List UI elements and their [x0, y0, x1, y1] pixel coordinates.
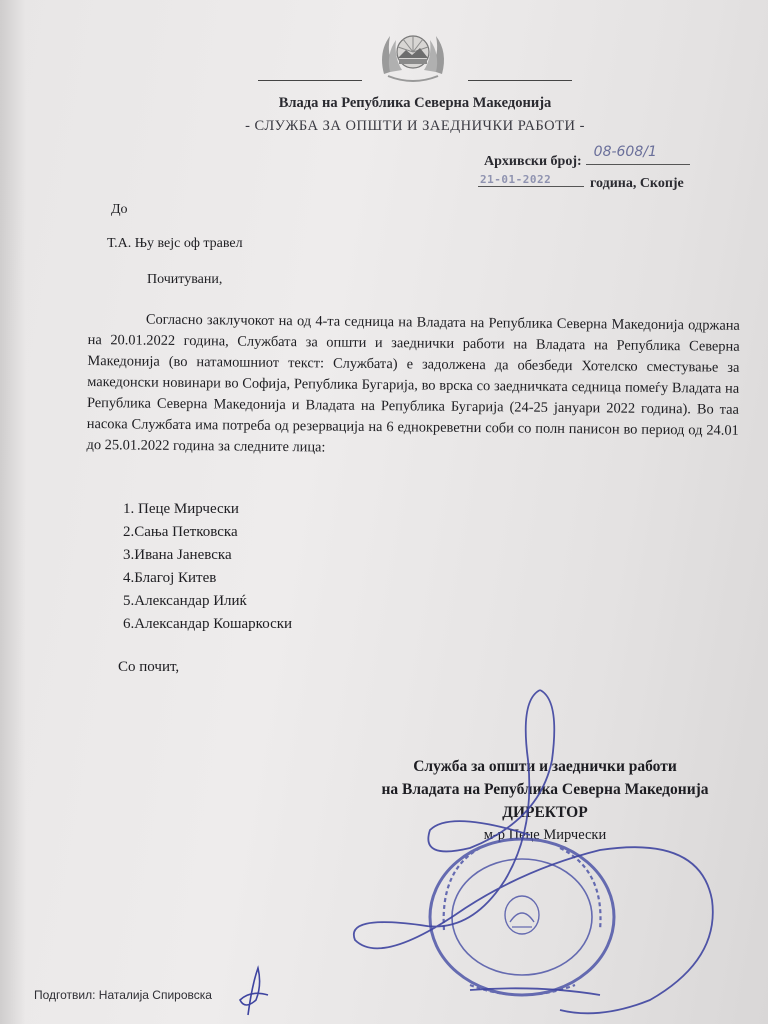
- date-stamp: 21-01-2022: [480, 173, 552, 186]
- signature-block: [320, 755, 768, 847]
- initials-signature-icon: [240, 968, 268, 1015]
- to-label: До: [111, 202, 128, 217]
- list-item: 6.Александар Кошаркоски: [123, 616, 293, 632]
- signature-name: м-р Пеце Мирчески: [483, 827, 607, 843]
- list-item: 3.Ивана Јаневска: [123, 547, 232, 563]
- signature-line-1: Служба за општи и заеднички работи: [413, 758, 677, 775]
- list-item: 4.Благој Китев: [123, 570, 217, 586]
- department-name: - СЛУЖБА ЗА ОПШТИ И ЗАЕДНИЧКИ РАБОТИ -: [245, 118, 585, 134]
- official-seal-icon: [430, 839, 614, 995]
- government-name: Влада на Република Северна Македонија: [278, 95, 552, 111]
- names-list: [123, 498, 292, 636]
- date-line: [478, 172, 684, 192]
- coat-of-arms-icon: [376, 22, 450, 88]
- date-suffix: година, Скопје: [590, 176, 684, 191]
- recipient-name: Т.А. Њу вејс оф травел: [107, 236, 243, 251]
- greeting: Почитувани,: [147, 272, 223, 287]
- handwritten-signature-icon: [354, 690, 713, 1013]
- header-rule-right: [468, 80, 572, 81]
- letter-body: Согласно заклучокот на од 4-та седница на Владата на Република Северна Македонија одржана на 20.01.2022 година, Службата за општи и заеднички работи на Владата на Република Северна Македонија (во натамошниот текст: Службата) е задолжена да обезбеди Хотелско сместување за македонски новинари во Софија, Република Бугарија, во врска со заедничката седница помеѓу Владата на Република Северна Македонија и Владата на Република Бугарија (24-25 јануари 2022 година). Во таа насока Службата има потреба од резервација на 6 еднокреветни соби со полн панисон во период од 24.01 до 25.01.2022 година за следните лица:: [86, 311, 740, 456]
- archive-label: Архивски број:: [484, 154, 582, 169]
- prepared-by: Подготвил: Наталија Спировска: [34, 988, 212, 1002]
- signature-title: ДИРЕКТОР: [502, 804, 588, 821]
- list-item: 2.Сања Петковска: [123, 524, 238, 540]
- signature-line-2: на Владата на Република Северна Македонија: [381, 781, 709, 798]
- list-item: 5.Александар Илиќ: [123, 593, 247, 609]
- header-rule-left: [258, 80, 362, 81]
- archive-number-line: [484, 144, 690, 170]
- closing: Со почит,: [118, 659, 180, 675]
- archive-number: 08-608/1: [593, 144, 657, 160]
- list-item: 1. Пеце Мирчески: [123, 501, 239, 517]
- paper-fold-shadow: [0, 0, 26, 1024]
